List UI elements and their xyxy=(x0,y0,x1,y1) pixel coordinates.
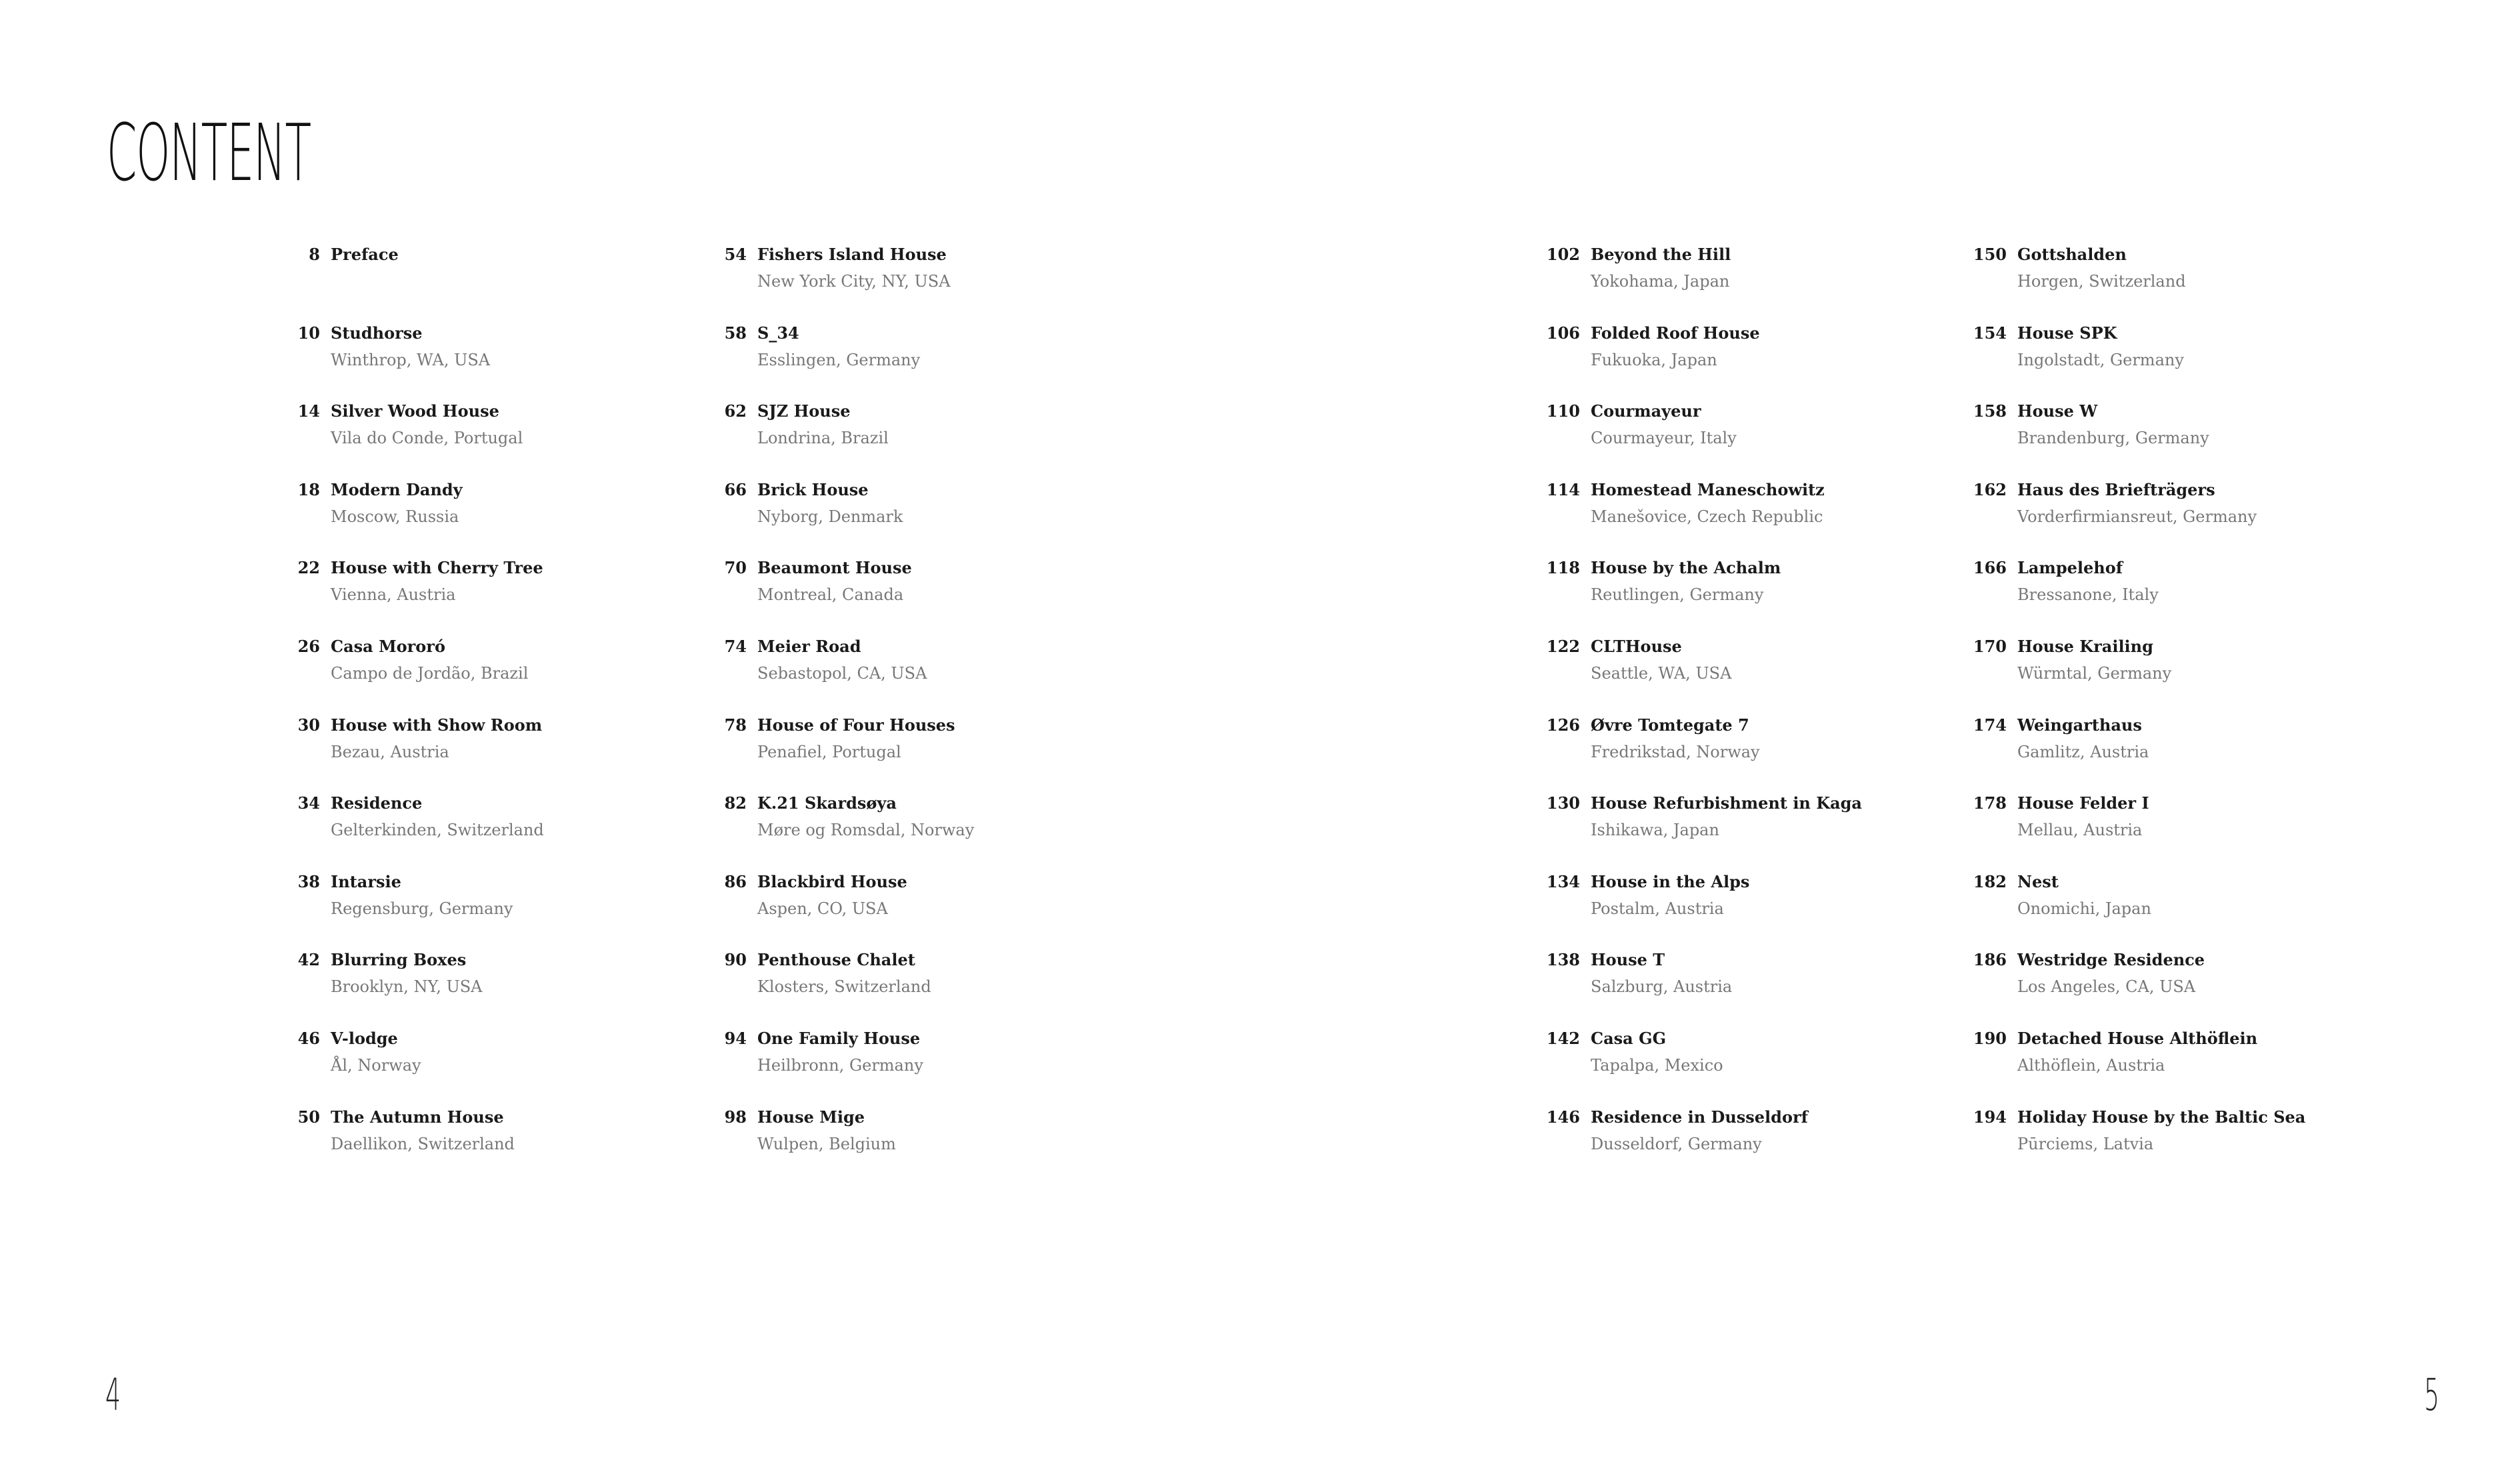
toc-entry xyxy=(693,712,1040,791)
toc-entry-title: Homestead Maneschowitz xyxy=(1591,479,1825,499)
toc-entry-title: House Mige xyxy=(757,1107,865,1127)
toc-entry-title: House SPK xyxy=(2017,323,2117,343)
toc-entry-location: Fredrikstad, Norway xyxy=(1591,742,1760,761)
toc-entry-title: Blackbird House xyxy=(757,871,907,891)
toc-entry xyxy=(267,398,613,477)
toc-entry xyxy=(693,1025,1040,1104)
toc-entry-location: Moscow, Russia xyxy=(331,507,459,526)
toc-entry xyxy=(267,1104,613,1183)
toc-entry-page-number: 138 xyxy=(1546,950,1580,970)
toc-entry-title: House with Show Room xyxy=(331,715,543,735)
toc-entry-page-number: 146 xyxy=(1546,1107,1580,1127)
toc-entry-location: Gamlitz, Austria xyxy=(2017,742,2149,761)
toc-entry-title: Holiday House by the Baltic Sea xyxy=(2017,1107,2306,1127)
toc-entry xyxy=(1953,869,2300,947)
toc-entry xyxy=(1953,712,2300,791)
toc-entry-location: Vila do Conde, Portugal xyxy=(331,429,523,448)
toc-entry-page-number: 98 xyxy=(724,1107,747,1127)
toc-entry-location: Tapalpa, Mexico xyxy=(1591,1055,1723,1075)
toc-entry-title: Lampelehof xyxy=(2017,558,2123,578)
toc-entry xyxy=(1527,320,1873,399)
toc-entry-page-number: 150 xyxy=(1973,245,2007,264)
toc-entry-title: Residence in Dusseldorf xyxy=(1591,1107,1808,1127)
toc-entry-title: House with Cherry Tree xyxy=(331,558,543,578)
toc-entry-page-number: 170 xyxy=(1973,636,2007,656)
toc-entry-page-number: 114 xyxy=(1546,479,1580,499)
toc-entry-location: Salzburg, Austria xyxy=(1591,977,1733,997)
toc-entry-page-number: 54 xyxy=(724,245,747,264)
toc-entry-title: Westridge Residence xyxy=(2017,950,2205,970)
toc-entry-title: Intarsie xyxy=(331,871,401,891)
toc-column-3 xyxy=(1527,241,1873,1182)
page-number-right: 5 xyxy=(2424,1369,2440,1421)
toc-entry-title: Penthouse Chalet xyxy=(757,950,915,970)
toc-entry-page-number: 162 xyxy=(1973,479,2007,499)
toc-entry-title: One Family House xyxy=(757,1028,921,1048)
toc-entry-title: Brick House xyxy=(757,479,869,499)
toc-entry xyxy=(1527,947,1873,1025)
toc-entry xyxy=(1527,241,1873,320)
toc-entry-page-number: 78 xyxy=(724,715,747,735)
toc-entry-page-number: 178 xyxy=(1973,793,2007,813)
toc-entry-title: Modern Dandy xyxy=(331,479,463,499)
toc-entry-location: Møre og Romsdal, Norway xyxy=(757,821,975,840)
toc-entry-title: Weingarthaus xyxy=(2017,715,2142,735)
toc-entry-location: Courmayeur, Italy xyxy=(1591,429,1737,448)
toc-entry-page-number: 66 xyxy=(724,479,747,499)
toc-column-1 xyxy=(267,241,613,1182)
toc-entry xyxy=(1953,947,2300,1025)
toc-entry-location: Yokohama, Japan xyxy=(1591,272,1730,291)
toc-entry xyxy=(693,241,1040,320)
toc-entry-location: Brandenburg, Germany xyxy=(2017,429,2209,448)
toc-entry-location: Daellikon, Switzerland xyxy=(331,1134,515,1153)
toc-entry-location: Onomichi, Japan xyxy=(2017,899,2151,918)
toc-entry-location: Würmtal, Germany xyxy=(2017,663,2172,683)
toc-entry-page-number: 30 xyxy=(297,715,320,735)
toc-entry-title: V-lodge xyxy=(331,1028,398,1048)
toc-entry-page-number: 18 xyxy=(297,479,320,499)
toc-entry-page-number: 94 xyxy=(724,1028,747,1048)
toc-entry xyxy=(1953,320,2300,399)
toc-entry-location: Brooklyn, NY, USA xyxy=(331,977,483,997)
toc-entry xyxy=(1527,1104,1873,1183)
toc-entry-title: SJZ House xyxy=(757,401,851,421)
toc-entry-page-number: 102 xyxy=(1546,245,1580,264)
toc-entry-page-number: 62 xyxy=(724,401,747,421)
toc-entry-location: Klosters, Switzerland xyxy=(757,977,931,997)
toc-entry-title: Øvre Tomtegate 7 xyxy=(1591,715,1749,735)
toc-entry-location: Sebastopol, CA, USA xyxy=(757,663,927,683)
toc-entry xyxy=(1953,241,2300,320)
toc-entry-title: The Autumn House xyxy=(331,1107,504,1127)
toc-entry-page-number: 142 xyxy=(1546,1028,1580,1048)
toc-entry-page-number: 106 xyxy=(1546,323,1580,343)
page-title: CONTENT xyxy=(107,107,311,199)
toc-entry-location: Londrina, Brazil xyxy=(757,429,889,448)
toc-entry-title: House Felder I xyxy=(2017,793,2149,813)
toc-entry-page-number: 74 xyxy=(724,636,747,656)
toc-entry-location: Fukuoka, Japan xyxy=(1591,350,1717,369)
toc-entry-page-number: 154 xyxy=(1973,323,2007,343)
toc-entry xyxy=(267,712,613,791)
toc-entry-location: Nyborg, Denmark xyxy=(757,507,903,526)
toc-entry-title: Beaumont House xyxy=(757,558,912,578)
toc-entry xyxy=(1953,790,2300,869)
toc-entry xyxy=(1953,477,2300,555)
toc-entry-page-number: 194 xyxy=(1973,1107,2007,1127)
toc-entry xyxy=(693,869,1040,947)
toc-entry-location: Seattle, WA, USA xyxy=(1591,663,1732,683)
toc-entry-page-number: 34 xyxy=(297,793,320,813)
toc-column-4 xyxy=(1953,241,2306,1182)
toc-entry xyxy=(693,555,1040,633)
toc-entry-location: Esslingen, Germany xyxy=(757,350,921,369)
toc-entry xyxy=(1953,1025,2300,1104)
toc-entry xyxy=(1953,633,2300,712)
toc-entry-location: Dusseldorf, Germany xyxy=(1591,1134,1762,1153)
toc-entry-title: Detached House Althöflein xyxy=(2017,1028,2258,1048)
toc-entry xyxy=(1527,398,1873,477)
toc-entry-page-number: 50 xyxy=(297,1107,320,1127)
toc-entry-page-number: 26 xyxy=(297,636,320,656)
toc-entry-page-number: 134 xyxy=(1546,871,1580,891)
toc-entry-page-number: 86 xyxy=(724,871,747,891)
toc-entry-location: Manešovice, Czech Republic xyxy=(1591,507,1823,526)
toc-entry xyxy=(267,869,613,947)
toc-entry-page-number: 158 xyxy=(1973,401,2007,421)
toc-entry-title: K.21 Skardsøya xyxy=(757,793,897,813)
toc-entry xyxy=(693,633,1040,712)
toc-entry xyxy=(1953,398,2300,477)
toc-entry xyxy=(267,320,613,399)
toc-entry-page-number: 166 xyxy=(1973,558,2007,578)
toc-entry-page-number: 110 xyxy=(1546,401,1580,421)
toc-entry xyxy=(1527,790,1873,869)
toc-entry xyxy=(1953,1104,2306,1183)
toc-entry-title: Studhorse xyxy=(331,323,423,343)
toc-entry-location: Winthrop, WA, USA xyxy=(331,350,491,369)
toc-entry-location: Ål, Norway xyxy=(331,1055,421,1075)
toc-entry xyxy=(1527,712,1873,791)
toc-entry xyxy=(1527,633,1873,712)
toc-entry-page-number: 82 xyxy=(724,793,747,813)
toc-entry-page-number: 190 xyxy=(1973,1028,2007,1048)
toc-entry xyxy=(267,241,613,320)
toc-entry-title: House Refurbishment in Kaga xyxy=(1591,793,1862,813)
toc-entry-title: Meier Road xyxy=(757,636,861,656)
toc-entry-location: Ishikawa, Japan xyxy=(1591,821,1719,840)
toc-entry-page-number: 130 xyxy=(1546,793,1580,813)
toc-entry-page-number: 14 xyxy=(297,401,320,421)
toc-entry-location: Pūrciems, Latvia xyxy=(2017,1134,2154,1153)
toc-entry-location: Bressanone, Italy xyxy=(2017,585,2159,605)
toc-entry-title: House Krailing xyxy=(2017,636,2153,656)
toc-column-2 xyxy=(693,241,1040,1182)
toc-entry-title: Fishers Island House xyxy=(757,245,947,264)
toc-entry-title: Preface xyxy=(331,245,399,264)
toc-entry xyxy=(267,947,613,1025)
toc-entry-location: Montreal, Canada xyxy=(757,585,904,605)
toc-entry-page-number: 10 xyxy=(297,323,320,343)
toc-entry-page-number: 38 xyxy=(297,871,320,891)
toc-entry xyxy=(1953,555,2300,633)
toc-entry-page-number: 58 xyxy=(724,323,747,343)
toc-entry-title: House W xyxy=(2017,401,2098,421)
toc-entry-title: Casa GG xyxy=(1591,1028,1667,1048)
toc-entry xyxy=(693,477,1040,555)
toc-entry-location: Los Angeles, CA, USA xyxy=(2017,977,2196,997)
toc-entry-title: CLTHouse xyxy=(1591,636,1682,656)
toc-entry xyxy=(267,477,613,555)
toc-entry-page-number: 8 xyxy=(309,245,320,264)
toc-entry-location: Campo de Jordão, Brazil xyxy=(331,663,529,683)
toc-entry-title: House T xyxy=(1591,950,1665,970)
toc-entry-page-number: 90 xyxy=(724,950,747,970)
toc-entry xyxy=(1527,869,1873,947)
toc-entry-location: Reutlingen, Germany xyxy=(1591,585,1764,605)
toc-entry-title: House of Four Houses xyxy=(757,715,955,735)
toc-entry-location: Althöflein, Austria xyxy=(2017,1055,2165,1075)
toc-entry-page-number: 122 xyxy=(1546,636,1580,656)
toc-entry xyxy=(693,947,1040,1025)
toc-entry xyxy=(267,633,613,712)
toc-entry-title: Folded Roof House xyxy=(1591,323,1760,343)
toc-entry-location: New York City, NY, USA xyxy=(757,272,951,291)
toc-entry-title: Casa Mororó xyxy=(331,636,445,656)
toc-entry-page-number: 42 xyxy=(297,950,320,970)
toc-entry-page-number: 126 xyxy=(1546,715,1580,735)
toc-entry-title: House by the Achalm xyxy=(1591,558,1781,578)
toc-entry-title: Beyond the Hill xyxy=(1591,245,1731,264)
toc-entry-location: Vienna, Austria xyxy=(331,585,456,605)
toc-entry xyxy=(1527,1025,1873,1104)
toc-entry-page-number: 46 xyxy=(297,1028,320,1048)
toc-entry-location: Regensburg, Germany xyxy=(331,899,513,918)
page-number-left: 4 xyxy=(105,1369,121,1421)
toc-entry-location: Bezau, Austria xyxy=(331,742,449,761)
toc-entry-page-number: 70 xyxy=(724,558,747,578)
toc-entry xyxy=(693,320,1040,399)
toc-entry-title: Blurring Boxes xyxy=(331,950,467,970)
toc-entry-title: Haus des Briefträgers xyxy=(2017,479,2215,499)
toc-entry xyxy=(267,555,613,633)
toc-entry-title: Nest xyxy=(2017,871,2059,891)
toc-entry-title: Residence xyxy=(331,793,423,813)
toc-entry-location: Postalm, Austria xyxy=(1591,899,1724,918)
toc-entry-page-number: 118 xyxy=(1546,558,1580,578)
toc-entry-title: Courmayeur xyxy=(1591,401,1701,421)
toc-entry xyxy=(693,790,1040,869)
toc-entry xyxy=(693,398,1040,477)
toc-entry-location: Wulpen, Belgium xyxy=(757,1134,896,1153)
toc-entry-location: Penafiel, Portugal xyxy=(757,742,901,761)
toc-entry-location: Mellau, Austria xyxy=(2017,821,2143,840)
toc-entry-title: S_34 xyxy=(757,323,799,343)
toc-entry-location: Ingolstadt, Germany xyxy=(2017,350,2184,369)
toc-entry xyxy=(267,1025,613,1104)
toc-entry-location: Vorderfirmiansreut, Germany xyxy=(2017,507,2257,526)
toc-entry-location: Heilbronn, Germany xyxy=(757,1055,923,1075)
toc-entry-location: Horgen, Switzerland xyxy=(2017,272,2186,291)
toc-entry-title: Gottshalden xyxy=(2017,245,2127,264)
toc-entry-location: Gelterkinden, Switzerland xyxy=(331,821,544,840)
toc-entry xyxy=(1527,477,1873,555)
toc-entry-location: Aspen, CO, USA xyxy=(757,899,888,918)
toc-entry-page-number: 22 xyxy=(297,558,320,578)
toc-entry xyxy=(267,790,613,869)
toc-entry-title: Silver Wood House xyxy=(331,401,499,421)
toc-entry-page-number: 186 xyxy=(1973,950,2007,970)
toc-entry-page-number: 182 xyxy=(1973,871,2007,891)
toc-entry xyxy=(1527,555,1873,633)
toc-entry xyxy=(693,1104,1040,1183)
toc-entry-page-number: 174 xyxy=(1973,715,2007,735)
toc-entry-title: House in the Alps xyxy=(1591,871,1750,891)
